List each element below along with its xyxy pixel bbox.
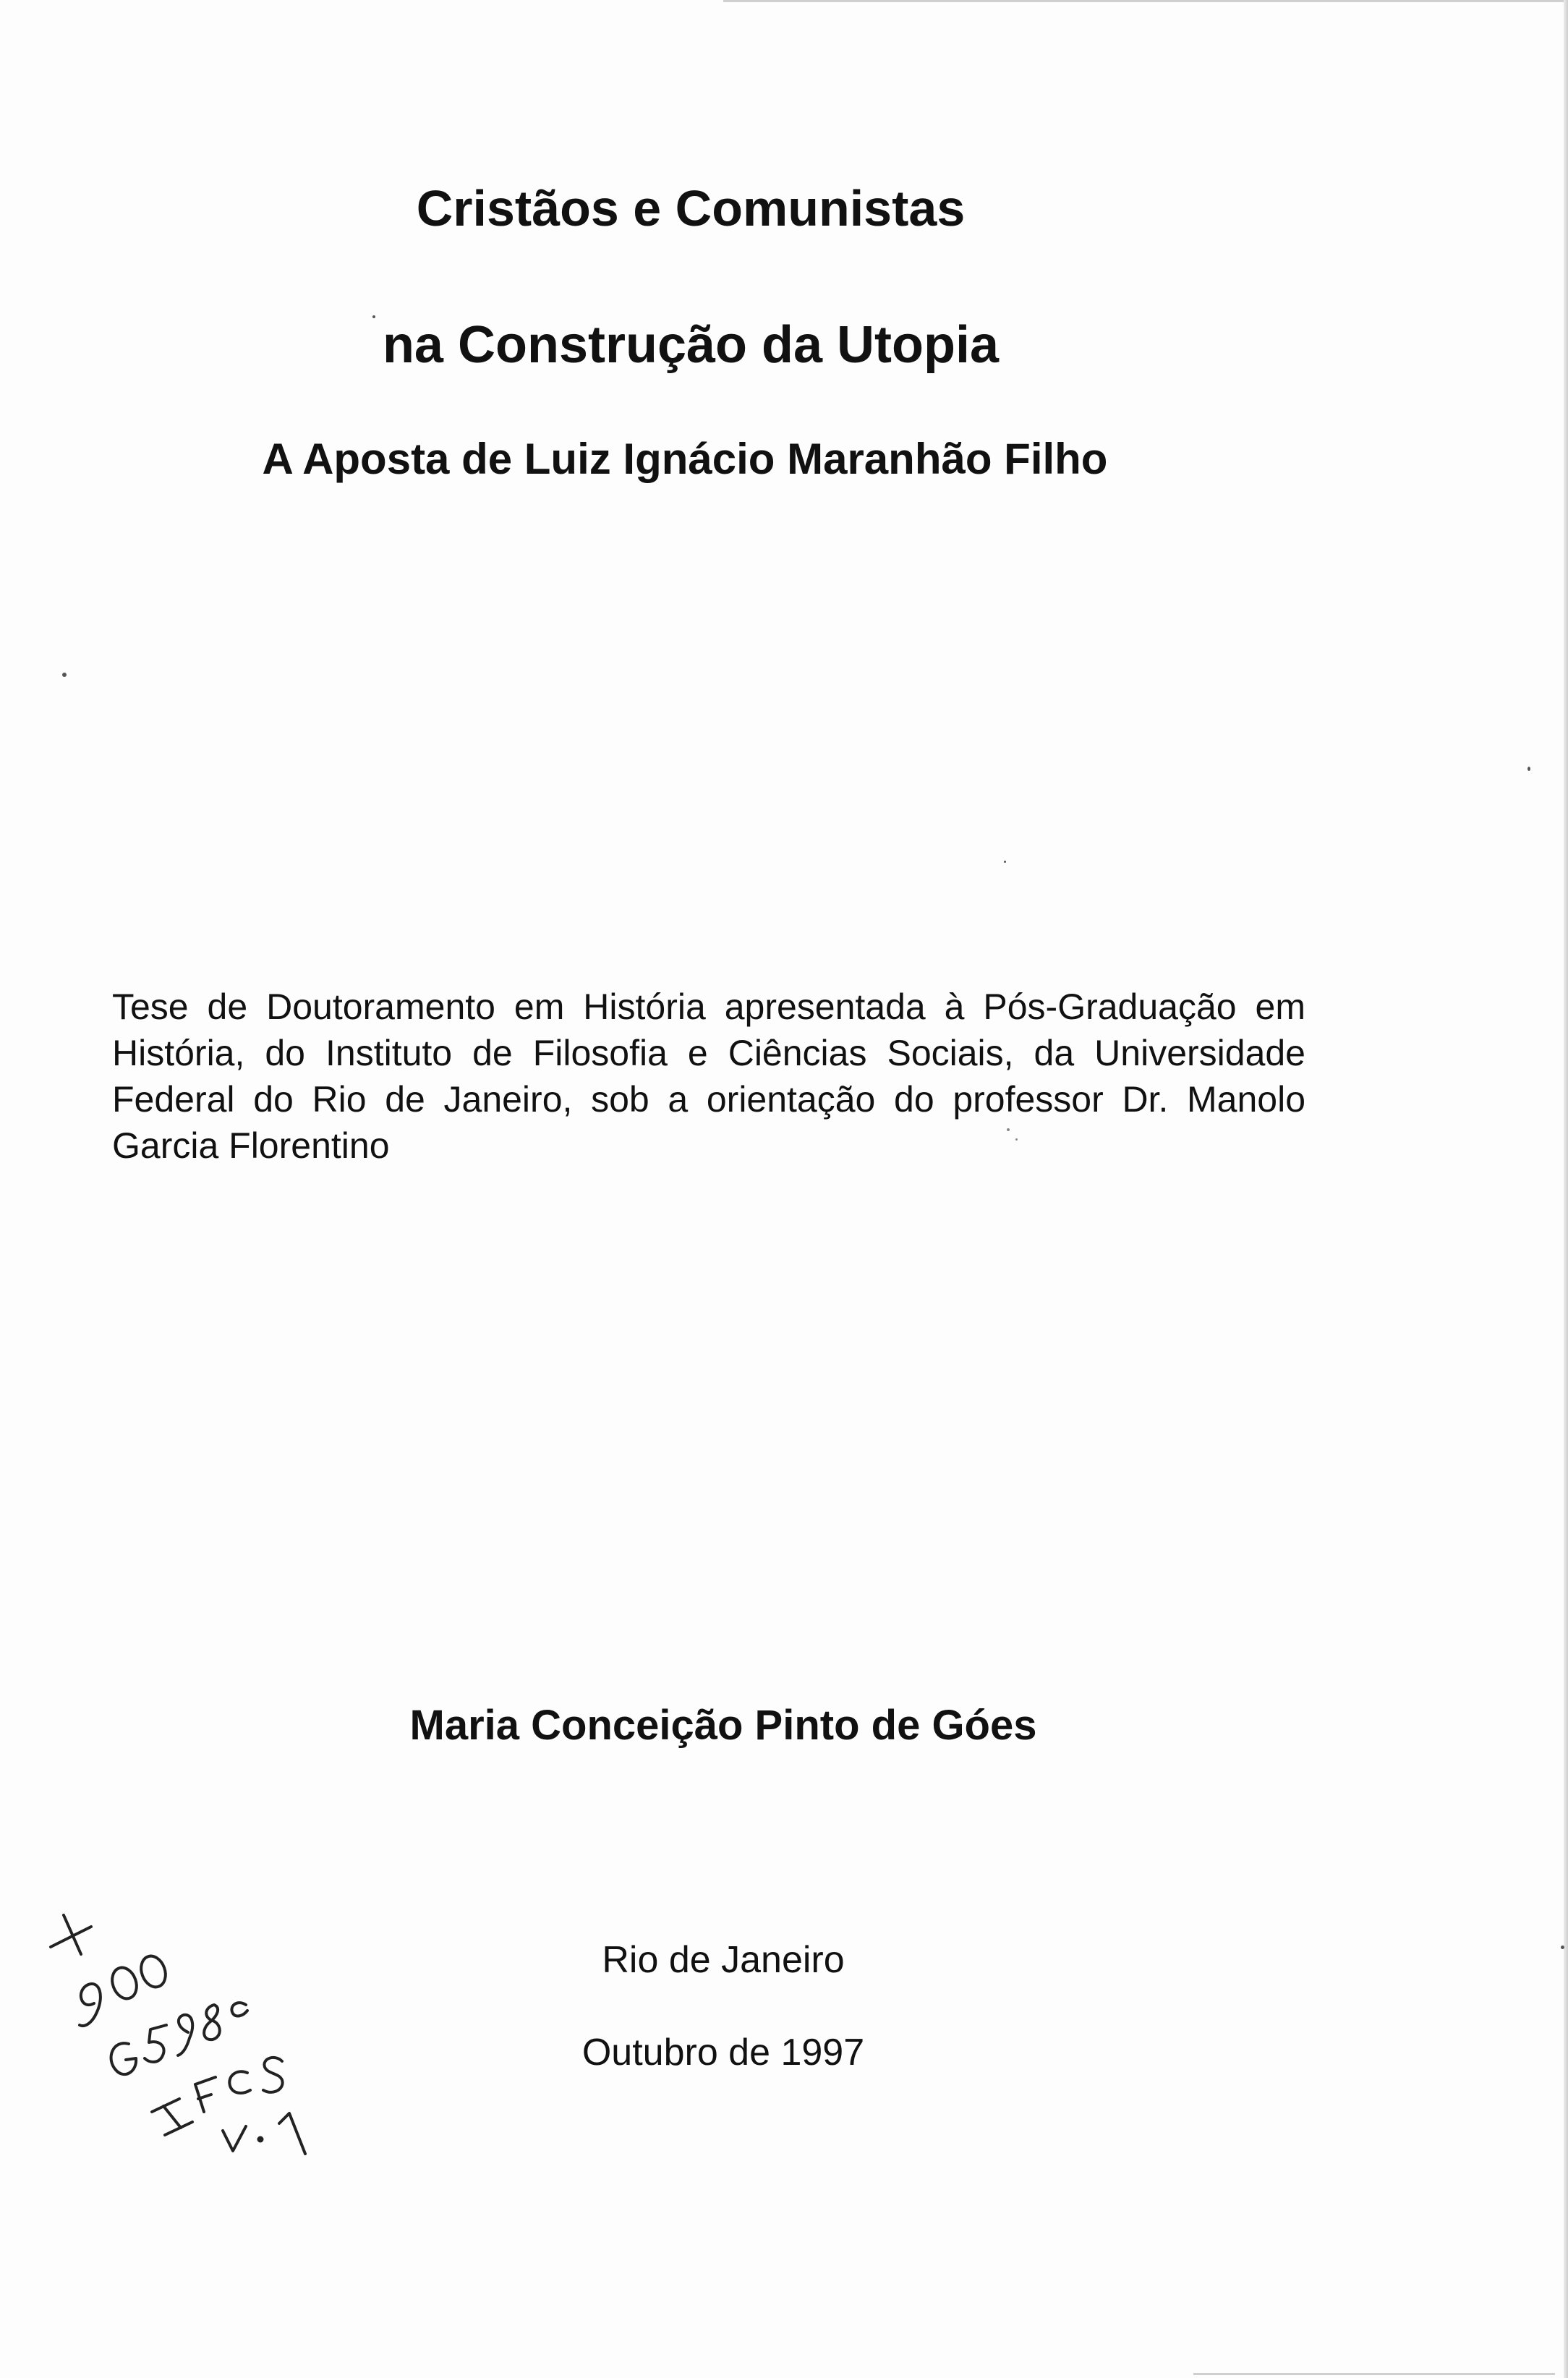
scan-speck [372,315,375,318]
handwriting-line-2 [80,1953,170,2026]
handwriting-line-4 [152,2058,283,2135]
scan-edge-bottom [1193,2373,1555,2375]
scan-speck [1561,1946,1564,1949]
handwriting-line-3 [111,2003,247,2074]
subtitle: A Aposta de Luiz Ignácio Maranhão Filho [262,435,1108,483]
date: Outubro de 1997 [581,2032,865,2074]
handwritten-call-number [43,1909,333,2155]
city: Rio de Janeiro [602,1939,845,1981]
title-line-2: na Construção da Utopia [382,316,1000,374]
author-name: Maria Conceição Pinto de Góes [409,1702,1037,1749]
scan-edge-top [723,0,1568,2]
scan-speck [62,673,67,677]
scan-speck [1527,767,1530,771]
scan-speck [1015,1138,1018,1141]
thesis-description: Tese de Doutoramento em História apresentada à Pós-Graduação em História, do Instituto de Filosofia e Ciências Sociais, da Universidade Federal do Rio de Janeiro, sob a orientação do professor Dr. Manolo Garcia Florentino [112,986,1305,1166]
scan-speck [1007,1128,1010,1131]
scan-speck [1004,861,1006,863]
handwriting-line-5 [223,2113,305,2154]
handwriting-line-1 [51,1915,91,1954]
title-line-1: Cristãos e Comunistas [416,180,966,236]
